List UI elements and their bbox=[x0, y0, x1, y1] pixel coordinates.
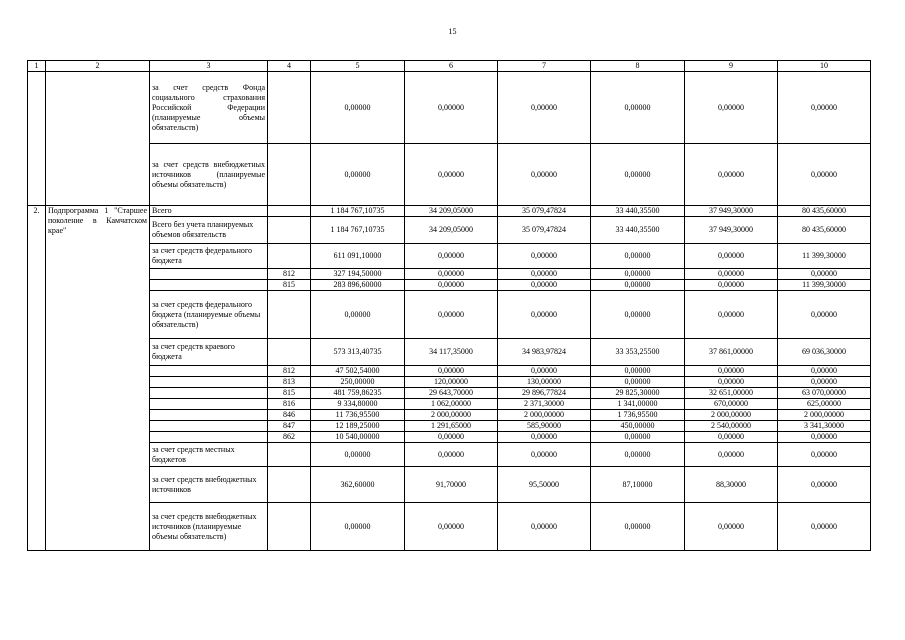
value-cell: 1 062,00000 bbox=[405, 399, 498, 410]
budget-code bbox=[268, 291, 311, 339]
value-cell: 29 643,70000 bbox=[405, 388, 498, 399]
value-cell: 362,60000 bbox=[311, 467, 405, 503]
table-row bbox=[28, 503, 871, 551]
funding-source-label bbox=[150, 388, 268, 399]
value-cell: 11 399,30000 bbox=[778, 280, 871, 291]
value-cell: 0,00000 bbox=[591, 503, 685, 551]
subprogram-name: Подпрограмма 1 "Старшее поколение в Камчатском крае" bbox=[46, 206, 150, 551]
value-cell: 34 209,05000 bbox=[405, 206, 498, 217]
value-cell: 0,00000 bbox=[778, 432, 871, 443]
value-cell: 283 896,60000 bbox=[311, 280, 405, 291]
value-cell: 1 184 767,10735 bbox=[311, 206, 405, 217]
value-cell: 0,00000 bbox=[311, 144, 405, 206]
value-cell: 0,00000 bbox=[778, 443, 871, 467]
funding-source-label bbox=[150, 377, 268, 388]
value-cell: 0,00000 bbox=[685, 244, 778, 269]
value-cell: 0,00000 bbox=[591, 366, 685, 377]
value-cell: 0,00000 bbox=[591, 432, 685, 443]
funding-source-label: Всего bbox=[150, 206, 268, 217]
value-cell: 0,00000 bbox=[591, 291, 685, 339]
value-cell: 450,00000 bbox=[591, 421, 685, 432]
value-cell: 2 000,00000 bbox=[778, 410, 871, 421]
value-cell: 0,00000 bbox=[778, 503, 871, 551]
value-cell: 34 983,97824 bbox=[498, 339, 591, 366]
value-cell: 0,00000 bbox=[685, 72, 778, 144]
value-cell: 0,00000 bbox=[498, 366, 591, 377]
table-row bbox=[28, 467, 871, 503]
value-cell: 0,00000 bbox=[685, 269, 778, 280]
funding-source-label: за счет средств внебюджетных источников (планируемые объемы обязательств) bbox=[150, 503, 268, 551]
table-row bbox=[28, 388, 871, 399]
table-row bbox=[28, 291, 871, 339]
column-header: 1 bbox=[28, 61, 46, 72]
value-cell: 0,00000 bbox=[778, 72, 871, 144]
value-cell: 87,10000 bbox=[591, 467, 685, 503]
funding-source-label: за счет средств внебюджетных источников (планируемые объемы обязательств) bbox=[150, 144, 268, 206]
funding-source-label: за счет средств федерального бюджета (планируемые объемы обязательств) bbox=[150, 291, 268, 339]
value-cell: 2 000,00000 bbox=[405, 410, 498, 421]
funding-source-label bbox=[150, 280, 268, 291]
value-cell: 2 540,00000 bbox=[685, 421, 778, 432]
budget-code: 812 bbox=[268, 269, 311, 280]
table-row bbox=[28, 217, 871, 244]
value-cell: 573 313,40735 bbox=[311, 339, 405, 366]
table-row bbox=[28, 339, 871, 366]
value-cell: 611 091,10000 bbox=[311, 244, 405, 269]
funding-source-label bbox=[150, 269, 268, 280]
value-cell: 37 949,30000 bbox=[685, 206, 778, 217]
column-header: 6 bbox=[405, 61, 498, 72]
table-row bbox=[28, 244, 871, 269]
value-cell: 11 736,95500 bbox=[311, 410, 405, 421]
funding-source-label bbox=[150, 410, 268, 421]
budget-code bbox=[268, 217, 311, 244]
value-cell: 0,00000 bbox=[778, 377, 871, 388]
budget-code: 812 bbox=[268, 366, 311, 377]
value-cell: 10 540,00000 bbox=[311, 432, 405, 443]
table-row bbox=[28, 144, 871, 206]
row-number-cell bbox=[28, 72, 46, 206]
page-number: 15 bbox=[448, 27, 457, 36]
value-cell: 0,00000 bbox=[778, 144, 871, 206]
value-cell: 0,00000 bbox=[498, 280, 591, 291]
column-header: 5 bbox=[311, 61, 405, 72]
value-cell: 80 435,60000 bbox=[778, 206, 871, 217]
value-cell: 1 291,65000 bbox=[405, 421, 498, 432]
budget-table bbox=[27, 60, 871, 551]
value-cell: 585,90000 bbox=[498, 421, 591, 432]
value-cell: 0,00000 bbox=[685, 144, 778, 206]
value-cell: 481 759,86235 bbox=[311, 388, 405, 399]
funding-source-label: Всего без учета планируемых объемов обязательств bbox=[150, 217, 268, 244]
value-cell: 1 736,95500 bbox=[591, 410, 685, 421]
value-cell: 0,00000 bbox=[498, 432, 591, 443]
table-row bbox=[28, 432, 871, 443]
value-cell: 0,00000 bbox=[685, 377, 778, 388]
funding-source-label bbox=[150, 399, 268, 410]
budget-code bbox=[268, 244, 311, 269]
value-cell: 0,00000 bbox=[405, 144, 498, 206]
value-cell: 0,00000 bbox=[685, 443, 778, 467]
table-row bbox=[28, 377, 871, 388]
value-cell: 11 399,30000 bbox=[778, 244, 871, 269]
value-cell: 0,00000 bbox=[405, 432, 498, 443]
value-cell: 0,00000 bbox=[405, 503, 498, 551]
value-cell: 0,00000 bbox=[685, 280, 778, 291]
subprogram-number: 2. bbox=[28, 206, 46, 551]
value-cell: 0,00000 bbox=[498, 144, 591, 206]
budget-code: 847 bbox=[268, 421, 311, 432]
funding-source-label: за счет средств федерального бюджета bbox=[150, 244, 268, 269]
value-cell: 0,00000 bbox=[591, 72, 685, 144]
value-cell: 0,00000 bbox=[311, 503, 405, 551]
value-cell: 0,00000 bbox=[685, 291, 778, 339]
header-row bbox=[28, 61, 871, 72]
value-cell: 33 353,25500 bbox=[591, 339, 685, 366]
value-cell: 0,00000 bbox=[591, 144, 685, 206]
value-cell: 0,00000 bbox=[591, 280, 685, 291]
value-cell: 670,00000 bbox=[685, 399, 778, 410]
value-cell: 88,30000 bbox=[685, 467, 778, 503]
table-row bbox=[28, 366, 871, 377]
value-cell: 0,00000 bbox=[591, 443, 685, 467]
funding-source-label: за счет средств местных бюджетов bbox=[150, 443, 268, 467]
value-cell: 0,00000 bbox=[311, 443, 405, 467]
table-row bbox=[28, 269, 871, 280]
value-cell: 0,00000 bbox=[591, 377, 685, 388]
value-cell: 1 341,00000 bbox=[591, 399, 685, 410]
value-cell: 0,00000 bbox=[685, 503, 778, 551]
column-header: 4 bbox=[268, 61, 311, 72]
value-cell: 0,00000 bbox=[498, 291, 591, 339]
value-cell: 2 000,00000 bbox=[498, 410, 591, 421]
value-cell: 0,00000 bbox=[498, 72, 591, 144]
value-cell: 34 117,35000 bbox=[405, 339, 498, 366]
value-cell: 0,00000 bbox=[778, 467, 871, 503]
funding-source-label bbox=[150, 421, 268, 432]
funding-source-label: за счет средств внебюджетных источников bbox=[150, 467, 268, 503]
budget-code: 813 bbox=[268, 377, 311, 388]
value-cell: 69 036,30000 bbox=[778, 339, 871, 366]
budget-code: 816 bbox=[268, 399, 311, 410]
budget-code: 862 bbox=[268, 432, 311, 443]
budget-code bbox=[268, 144, 311, 206]
value-cell: 0,00000 bbox=[685, 432, 778, 443]
program-name-cell bbox=[46, 72, 150, 206]
value-cell: 0,00000 bbox=[778, 291, 871, 339]
value-cell: 91,70000 bbox=[405, 467, 498, 503]
value-cell: 0,00000 bbox=[405, 269, 498, 280]
value-cell: 33 440,35500 bbox=[591, 206, 685, 217]
column-header: 7 bbox=[498, 61, 591, 72]
budget-code: 815 bbox=[268, 388, 311, 399]
value-cell: 35 079,47824 bbox=[498, 217, 591, 244]
value-cell: 34 209,05000 bbox=[405, 217, 498, 244]
value-cell: 47 502,54000 bbox=[311, 366, 405, 377]
value-cell: 95,50000 bbox=[498, 467, 591, 503]
value-cell: 250,00000 bbox=[311, 377, 405, 388]
column-header: 2 bbox=[46, 61, 150, 72]
value-cell: 0,00000 bbox=[591, 244, 685, 269]
budget-code bbox=[268, 443, 311, 467]
value-cell: 130,00000 bbox=[498, 377, 591, 388]
value-cell: 0,00000 bbox=[778, 366, 871, 377]
value-cell: 0,00000 bbox=[498, 269, 591, 280]
value-cell: 0,00000 bbox=[405, 244, 498, 269]
value-cell: 0,00000 bbox=[498, 244, 591, 269]
value-cell: 0,00000 bbox=[311, 72, 405, 144]
value-cell: 1 184 767,10735 bbox=[311, 217, 405, 244]
budget-code: 815 bbox=[268, 280, 311, 291]
value-cell: 0,00000 bbox=[405, 280, 498, 291]
value-cell: 0,00000 bbox=[498, 503, 591, 551]
value-cell: 29 825,30000 bbox=[591, 388, 685, 399]
value-cell: 0,00000 bbox=[405, 443, 498, 467]
column-header: 8 bbox=[591, 61, 685, 72]
value-cell: 63 070,00000 bbox=[778, 388, 871, 399]
value-cell: 2 371,30000 bbox=[498, 399, 591, 410]
budget-code bbox=[268, 503, 311, 551]
column-header: 9 bbox=[685, 61, 778, 72]
table-row bbox=[28, 399, 871, 410]
value-cell: 12 189,25000 bbox=[311, 421, 405, 432]
budget-code bbox=[268, 467, 311, 503]
column-header: 3 bbox=[150, 61, 268, 72]
value-cell: 0,00000 bbox=[405, 291, 498, 339]
funding-source-label bbox=[150, 366, 268, 377]
budget-code: 846 bbox=[268, 410, 311, 421]
table-row bbox=[28, 72, 871, 144]
value-cell: 0,00000 bbox=[405, 72, 498, 144]
value-cell: 0,00000 bbox=[498, 443, 591, 467]
value-cell: 0,00000 bbox=[685, 366, 778, 377]
budget-code bbox=[268, 206, 311, 217]
value-cell: 80 435,60000 bbox=[778, 217, 871, 244]
table-row bbox=[28, 421, 871, 432]
budget-code bbox=[268, 72, 311, 144]
value-cell: 625,00000 bbox=[778, 399, 871, 410]
value-cell: 35 079,47824 bbox=[498, 206, 591, 217]
value-cell: 29 896,77824 bbox=[498, 388, 591, 399]
value-cell: 37 861,00000 bbox=[685, 339, 778, 366]
table-row bbox=[28, 410, 871, 421]
funding-source-label: за счет средств краевого бюджета bbox=[150, 339, 268, 366]
value-cell: 0,00000 bbox=[591, 269, 685, 280]
column-header: 10 bbox=[778, 61, 871, 72]
table-row bbox=[28, 206, 871, 217]
funding-source-label: за счет средств Фонда социального страхования Российской Федерации (планируемые объемы обязательств) bbox=[150, 72, 268, 144]
value-cell: 37 949,30000 bbox=[685, 217, 778, 244]
value-cell: 2 000,00000 bbox=[685, 410, 778, 421]
value-cell: 0,00000 bbox=[405, 366, 498, 377]
value-cell: 120,00000 bbox=[405, 377, 498, 388]
value-cell: 9 334,80000 bbox=[311, 399, 405, 410]
table-row bbox=[28, 280, 871, 291]
value-cell: 32 651,00000 bbox=[685, 388, 778, 399]
value-cell: 327 194,50000 bbox=[311, 269, 405, 280]
budget-code bbox=[268, 339, 311, 366]
value-cell: 0,00000 bbox=[311, 291, 405, 339]
value-cell: 33 440,35500 bbox=[591, 217, 685, 244]
funding-source-label bbox=[150, 432, 268, 443]
value-cell: 0,00000 bbox=[778, 269, 871, 280]
table-row bbox=[28, 443, 871, 467]
value-cell: 3 341,30000 bbox=[778, 421, 871, 432]
